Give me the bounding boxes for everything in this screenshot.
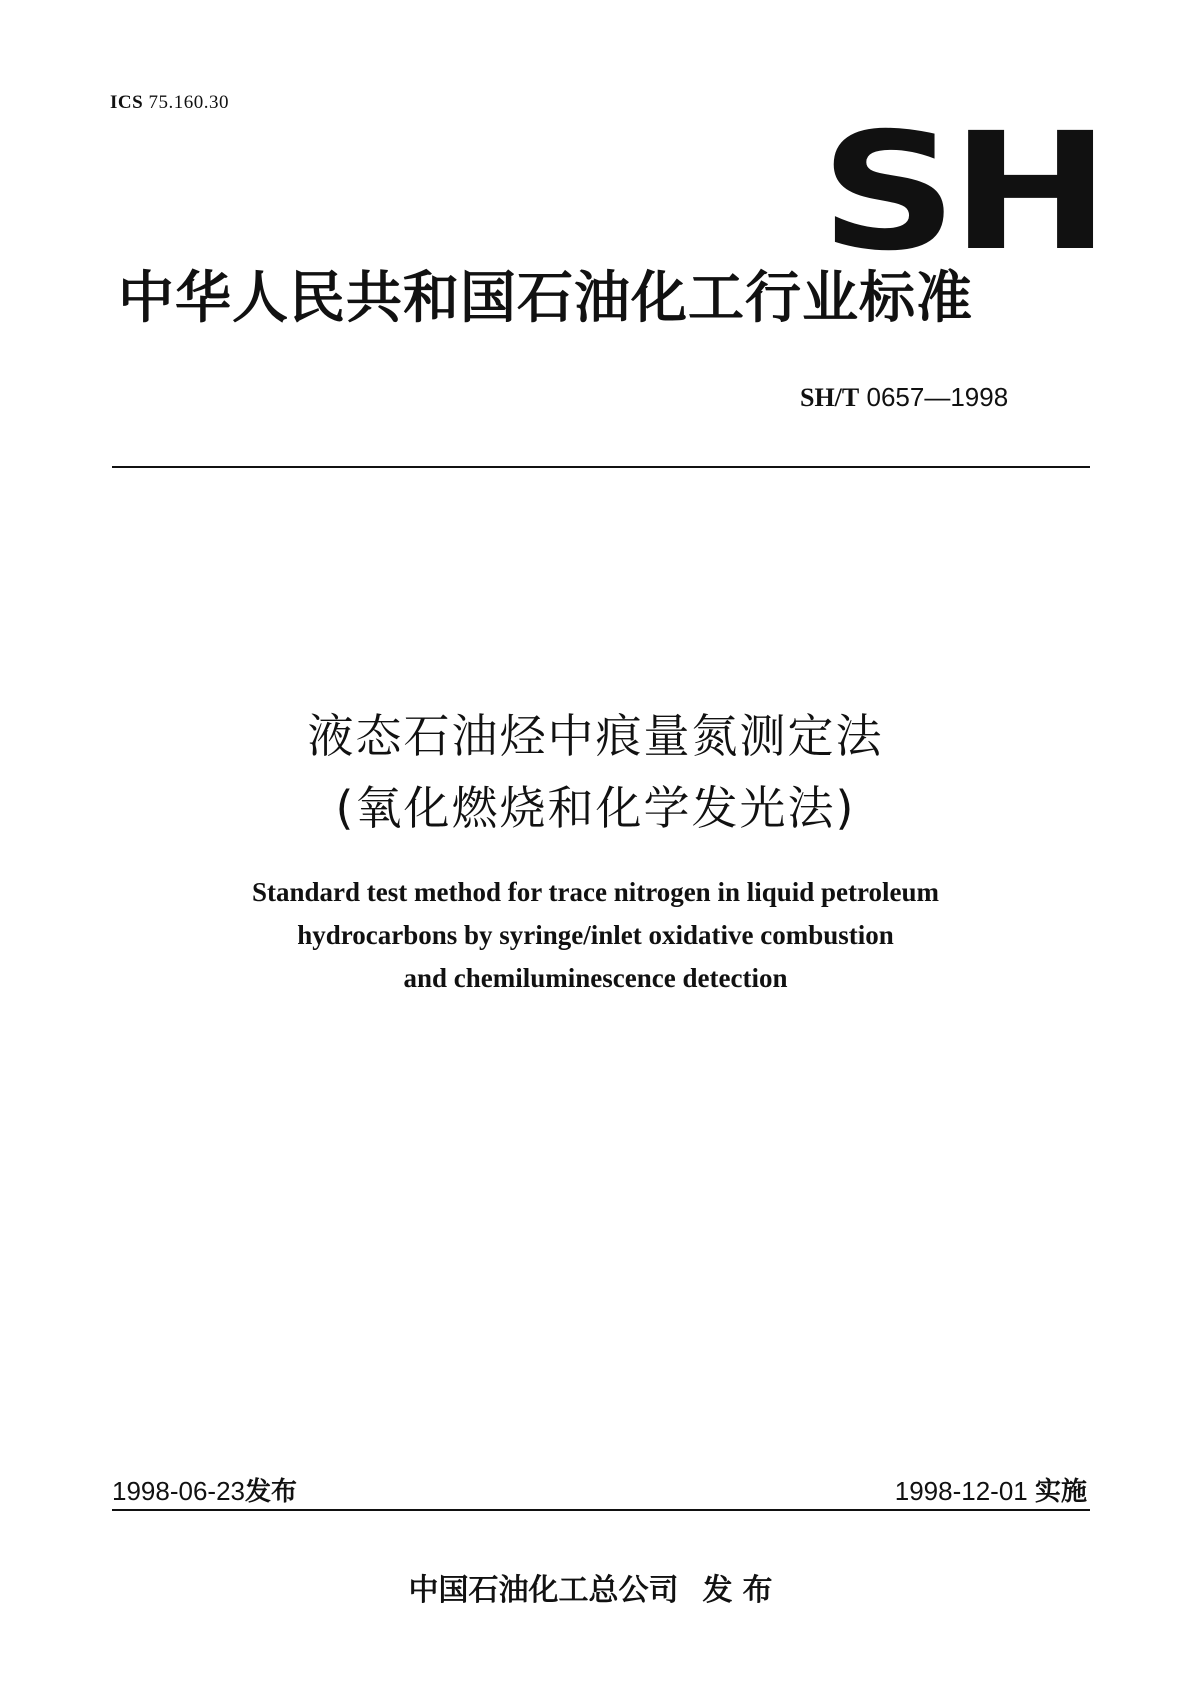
sh-logo: SH	[820, 99, 1104, 287]
english-title-line2: hydrocarbons by syringe/inlet oxidative combustion	[297, 920, 894, 950]
english-title-line1: Standard test method for trace nitrogen in liquid petroleum	[252, 877, 939, 907]
implementation-date	[895, 1471, 1087, 1508]
standard-prefix: SH/T	[800, 383, 860, 412]
publisher-verb: 发布	[702, 1573, 783, 1608]
issue-date-value: 1998-06-23	[112, 1476, 245, 1506]
ics-code: 75.160.30	[148, 92, 229, 113]
publisher-line	[0, 1565, 1191, 1609]
standard-number	[800, 382, 1008, 413]
organization-title: 中华人民共和国石油化工行业标准	[118, 265, 973, 331]
chinese-title-line1: 液态石油烃中痕量氮测定法	[307, 709, 884, 763]
top-divider	[112, 466, 1090, 468]
ics-label: ICS	[110, 92, 144, 113]
publisher-name: 中国石油化工总公司	[408, 1573, 679, 1608]
english-title-line3: and chemiluminescence detection	[403, 963, 788, 993]
implementation-date-value: 1998-12-01	[894, 1476, 1028, 1506]
issue-date	[112, 1471, 297, 1508]
standard-code: 0657—1998	[866, 382, 1009, 412]
bottom-divider	[112, 1509, 1090, 1511]
ics-code-line	[110, 92, 229, 114]
issue-date-suffix: 发布	[245, 1476, 298, 1506]
implementation-date-suffix: 实施	[1034, 1476, 1087, 1506]
chinese-title-line2: (氧化燃烧和化学发光法)	[335, 781, 856, 835]
